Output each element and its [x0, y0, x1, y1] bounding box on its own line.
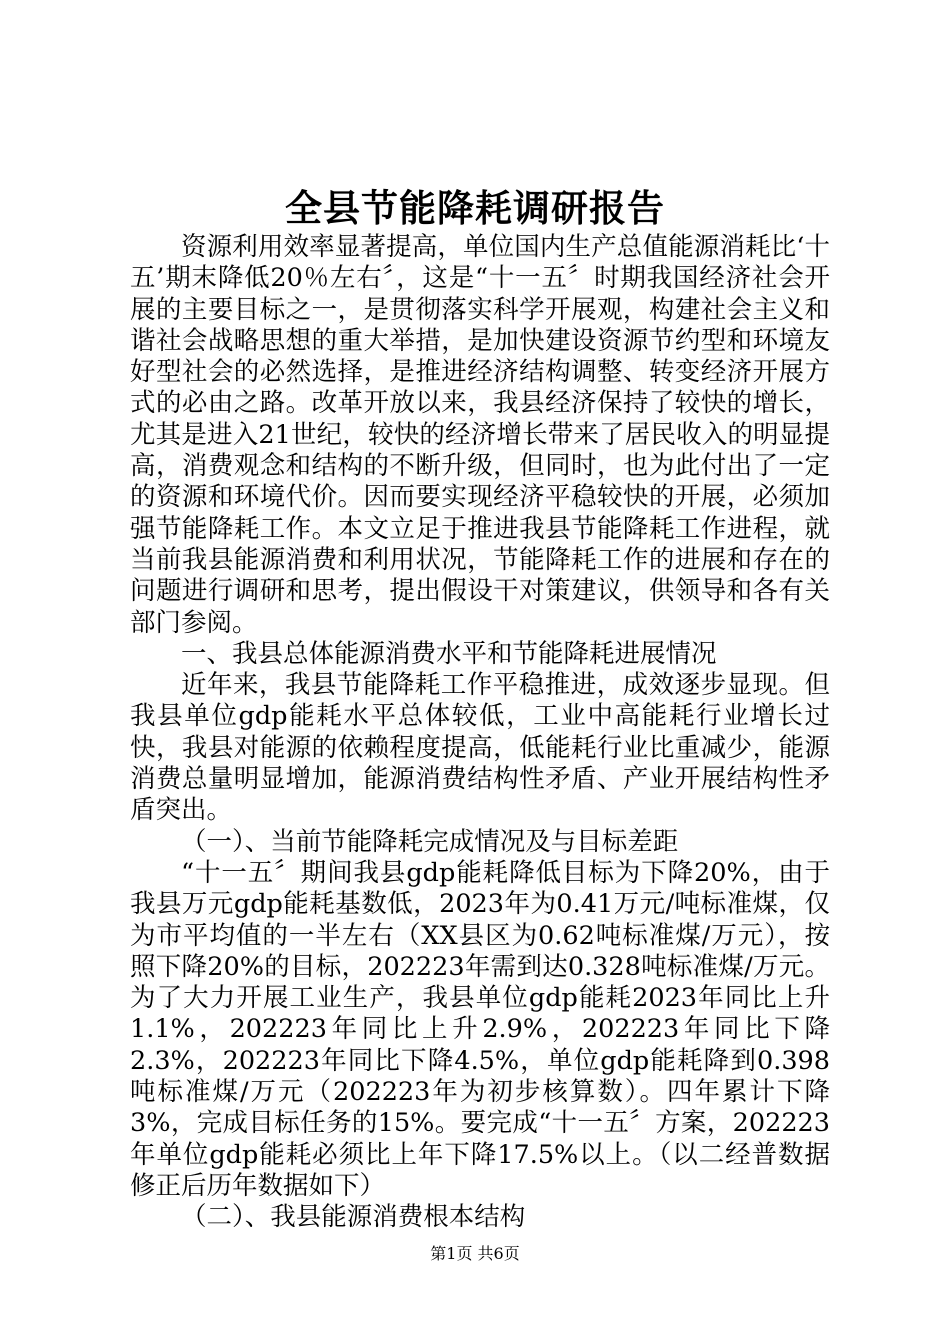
intro-paragraph: 资源利用效率显著提高，单位国内生产总值能源消耗比‘十五’期末降低20％左右〞，这是“十一五〞时期我国经济社会开展的主要目标之一，是贯彻落实科学开展观，构建社会主义和谐社会战略思想的重大举措，是加快建设资源节约型和环境友好型社会的必然选择，是推进经济结构调整、转变经济开展方式的必由之路。改革开放以来，我县经济保持了较快的增长，尤其是进入21世纪，较快的经济增长带来了居民收入的明显提高，消费观念和结构的不断升级，但同时，也为此付出了一定的资源和环境代价。因而要实现经济平稳较快的开展，必须加强节能降耗工作。本文立足于推进我县节能降耗工作进程，就当前我县能源消费和利用状况，节能降耗工作的进展和存在的问题进行调研和思考，提出假设干对策建议，供领导和各有关部门参阅。	[130, 232, 830, 638]
document-body	[130, 232, 830, 1234]
document-title: 全县节能降耗调研报告	[285, 186, 665, 230]
section-1-paragraph: 近年来，我县节能降耗工作平稳推进，成效逐步显现。但我县单位gdp能耗水平总体较低，工业中高能耗行业增长过快，我县对能源的依赖程度提高，低能耗行业比重减少，能源消费总量明显增加，能源消费结构性矛盾、产业开展结构性矛盾突出。	[130, 670, 830, 826]
section-heading-1: 一、我县总体能源消费水平和节能降耗进展情况	[181, 638, 717, 669]
subsection-1-paragraph: “十一五〞期间我县gdp能耗降低目标为下降20%，由于我县万元gdp能耗基数低，2023年为0.41万元/吨标准煤，仅为市平均值的一半左右（XX县区为0.62吨标准煤/万元），按照下降20%的目标，202223年需到达0.328吨标准煤/万元。为了大力开展工业生产，我县单位gdp能耗2023年同比上升1.1%，202223年同比上升2.9%，202223年同比下降2.3%，202223年同比下降4.5%，单位gdp能耗降到0.398吨标准煤/万元（202223年为初步核算数）。四年累计下降3%，完成目标任务的15%。要完成“十一五〞方案，202223年单位gdp能耗必须比上年下降17.5%以上。（以二经普数据修正后历年数据如下）	[130, 857, 830, 1201]
page-footer: 第1页 共6页	[430, 1244, 520, 1263]
subsection-heading-2: （二）、我县能源消费根本结构	[181, 1202, 526, 1233]
subsection-heading-1: （一）、当前节能降耗完成情况及与目标差距	[181, 826, 679, 857]
